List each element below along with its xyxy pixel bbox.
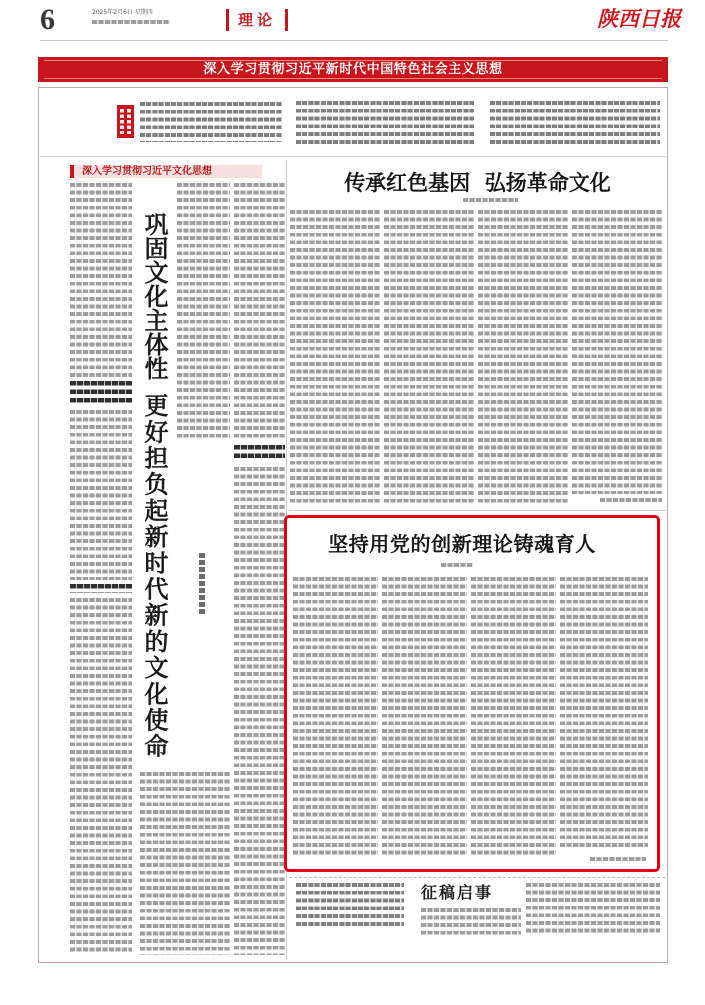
body-column-3 [478,210,568,506]
body-column-1 [293,577,378,855]
kicker-marker [70,165,74,178]
notice-box[interactable] [289,877,665,959]
notice-title: 征稿启事 [421,883,494,902]
body-column [140,772,230,955]
subheading [234,445,285,462]
article-title-line1: 巩固文化主体性 [140,212,169,380]
article-culture-subjectivity[interactable] [66,160,286,960]
kicker-text: 深入学习贯彻习近平文化思想 [82,166,212,177]
article-innovative-theory-highlight[interactable] [284,515,660,872]
badge-text-line [127,109,131,134]
body-column [234,467,285,955]
article-author [441,563,473,567]
masthead-logo: 陕西日报 [597,7,681,31]
article-kicker [70,165,262,178]
subheading [70,381,132,405]
body-column-2 [382,577,467,855]
body-column [177,183,230,441]
notice-body-text [421,908,521,936]
page-date: 2025年2月6日 星期四 [92,9,153,16]
quote-3-text[interactable] [490,101,660,146]
body-column-4 [560,577,648,847]
header-rule [40,40,668,41]
banner-text: 深入学习贯彻习近平新时代中国特色社会主义思想 [203,62,503,77]
notice-contact-text [526,883,660,935]
body-column-3 [471,577,556,855]
section-label: 理论 [226,9,288,31]
section-divider [289,510,666,511]
body-column-1 [290,210,380,506]
quote-badge [117,105,134,138]
page-editor-line [92,20,170,24]
quote-2-text[interactable] [296,101,474,146]
article-title: 坚持用党的创新理论铸魂育人 [328,532,596,556]
banner-frame [44,60,662,79]
page-number: 6 [40,3,55,36]
body-column [70,183,132,378]
body-column [70,410,132,580]
quotes-divider [40,156,666,157]
article-byline [590,857,646,861]
body-column-4 [572,210,663,494]
article-red-culture[interactable] [289,160,666,510]
quote-1-text[interactable] [140,102,282,142]
body-column [234,183,285,441]
body-column-2 [384,210,474,506]
body-column [70,598,132,955]
article-byline [600,498,662,502]
article-author [199,553,205,615]
article-title-line2: 更好担负起新时代新的文化使命 [140,393,169,760]
notice-intro-text [296,883,404,929]
subheading [70,584,132,593]
article-title: 传承红色基因 弘扬革命文化 [344,170,611,195]
badge-text-line [120,109,124,134]
article-author [463,198,518,202]
top-banner [38,57,668,82]
